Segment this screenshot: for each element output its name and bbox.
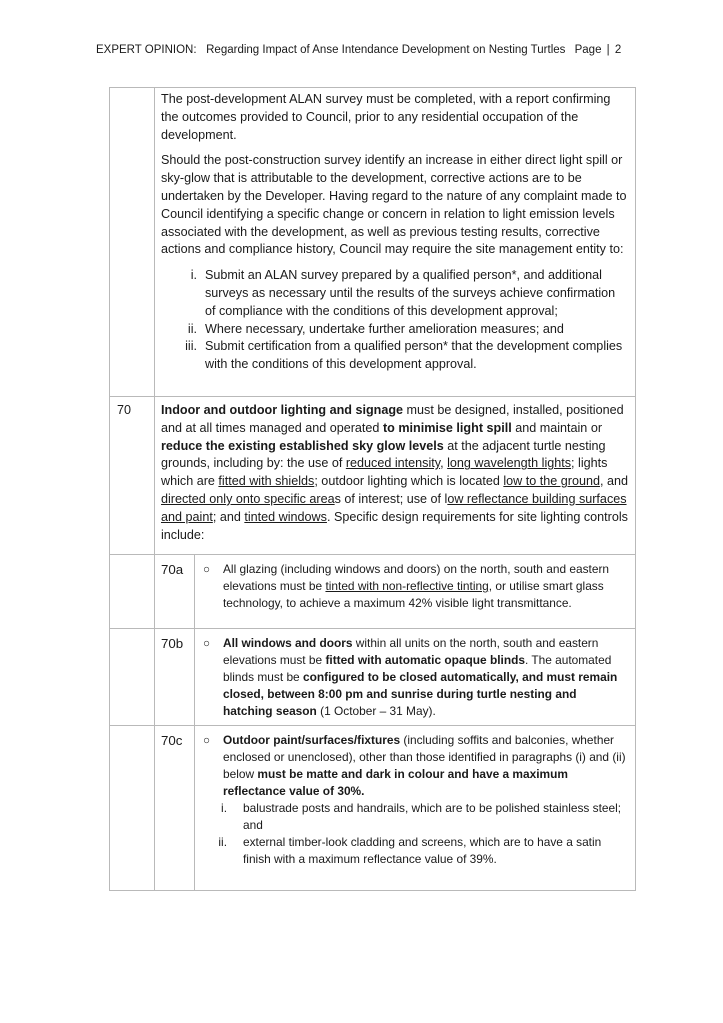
sub-condition-body <box>195 726 636 891</box>
condition-number-cell <box>110 88 155 397</box>
text: . The automated blinds must be <box>223 653 612 685</box>
underlined-text: tinted with non-reflective tinting <box>325 579 489 594</box>
bold-text: All windows and doors <box>223 636 353 651</box>
sub-condition-id: 70a <box>155 555 195 629</box>
bullet-icon: ○ <box>203 733 211 748</box>
text: ; lights which are <box>161 456 608 489</box>
list-item <box>161 267 629 320</box>
table-row <box>110 629 636 726</box>
list-item <box>161 338 629 374</box>
page-separator: | <box>606 44 610 56</box>
bold-text: configured to be closed automatically, and must remain closed, between 8:00 pm and sunrise during turtle nesting and hatching season <box>223 670 618 719</box>
list-marker: ii. <box>218 835 227 850</box>
table-row <box>110 88 636 397</box>
list-marker: i. <box>190 268 197 283</box>
text: All glazing (including windows and doors) on the north, south and eastern elevations must be <box>223 562 610 594</box>
underlined-text: low to the ground <box>503 474 600 489</box>
underlined-text: long wavelength lights <box>447 456 572 471</box>
table-row <box>110 555 636 629</box>
roman-list <box>161 267 629 374</box>
text: . Specific design requirements for site lighting controls include: <box>161 509 628 542</box>
sub-condition-id: 70c <box>155 726 195 891</box>
page-number: 2 <box>614 44 622 56</box>
text: ; outdoor lighting which is located <box>314 474 504 489</box>
text: , and <box>599 474 628 489</box>
list-marker: iii. <box>185 339 197 354</box>
list-item <box>201 834 629 868</box>
list-item <box>161 321 629 339</box>
sub-condition-body <box>195 555 636 629</box>
underlined-text: reduced intensity <box>345 456 441 471</box>
text: ; and <box>212 509 245 524</box>
bold-text: reduce the existing established sky glow levels <box>161 438 444 453</box>
header-title: EXPERT OPINION: Regarding Impact of Anse Intendance Development on Nesting Turtles <box>96 44 566 56</box>
underlined-text: ow reflectance building surfaces and paint <box>161 491 627 524</box>
condition-body-cell <box>155 396 636 554</box>
sub-condition-id: 70b <box>155 629 195 726</box>
list-item-text: Submit certification from a qualified person* that the development complies with the conditions of this development approval. <box>205 339 623 372</box>
page-header <box>96 44 636 56</box>
empty-cell <box>110 555 155 629</box>
bold-text: must be matte and dark in colour and have a maximum reflectance value of 30%. <box>223 767 568 799</box>
list-item-text: Submit an ALAN survey prepared by a qualified person*, and additional surveys as necessary until the results of the surveys achieve confirmation of compliance with the conditions of this development approval; <box>205 268 616 318</box>
empty-cell <box>110 629 155 726</box>
list-marker: ii. <box>187 321 197 336</box>
list-item-text: Where necessary, undertake further amelioration measures; and <box>205 321 564 336</box>
table-row <box>110 396 636 554</box>
table-row <box>110 726 636 891</box>
text: , <box>440 456 448 471</box>
text: (1 October – 31 May). <box>316 704 436 719</box>
text: at the adjacent turtle nesting grounds, including by: the use of <box>161 438 606 471</box>
paragraph: Should the post-construction survey identify an increase in either direct light spill or sky-glow that is attributable to the development, corrective actions are to be undertaken by the Developer. Having regard to the nature of any complaint made to Council identifying a specific change or concern in relation to light emission levels associated with the development, as well as previous testing results, corrective actions and compliance history, Council may require the site management entity to: <box>161 153 627 257</box>
list-item-text: balustrade posts and handrails, which are to be polished stainless steel; and <box>243 801 622 833</box>
bullet-icon: ○ <box>203 562 211 577</box>
condition-body-cell <box>155 88 636 397</box>
list-marker: i. <box>221 801 227 816</box>
underlined-text: tinted windows <box>244 509 327 524</box>
conditions-table <box>109 87 636 891</box>
sub-condition-body <box>195 629 636 726</box>
text: within all units on the north, south and eastern elevations must be <box>223 636 599 668</box>
page-label: Page <box>574 44 602 56</box>
condition-number: 70 <box>110 396 155 554</box>
bold-text: to minimise light spill <box>382 420 512 435</box>
roman-list <box>201 800 629 868</box>
underlined-text: fitted with shields <box>218 474 315 489</box>
bullet-icon: ○ <box>203 636 211 651</box>
list-item <box>201 800 629 834</box>
text: must be designed, installed, positioned and at all times managed and operated <box>161 402 624 435</box>
underlined-text: directed only onto specific area <box>161 491 335 506</box>
text: , or utilise smart glass technology, to achieve a maximum 42% visible light transmittance. <box>223 579 604 611</box>
bold-text: Indoor and outdoor lighting and signage <box>161 402 404 417</box>
bold-text: Outdoor paint/surfaces/fixtures <box>223 733 401 748</box>
paragraph: The post-development ALAN survey must be completed, with a report confirming the outcomes provided to Council, prior to any residential occupation of the development. <box>161 92 611 142</box>
list-item-text: external timber-look cladding and screens, which are to have a satin finish with a maximum reflectance value of 39%. <box>243 835 602 867</box>
empty-cell <box>110 726 155 891</box>
text: and maintain or <box>511 420 603 435</box>
text: s of interest; use of l <box>334 491 448 506</box>
text: (including soffits and balconies, whether enclosed or unenclosed), other than those identified in paragraphs (i) and (ii) below <box>223 733 626 782</box>
bold-text: fitted with automatic opaque blinds <box>325 653 525 668</box>
